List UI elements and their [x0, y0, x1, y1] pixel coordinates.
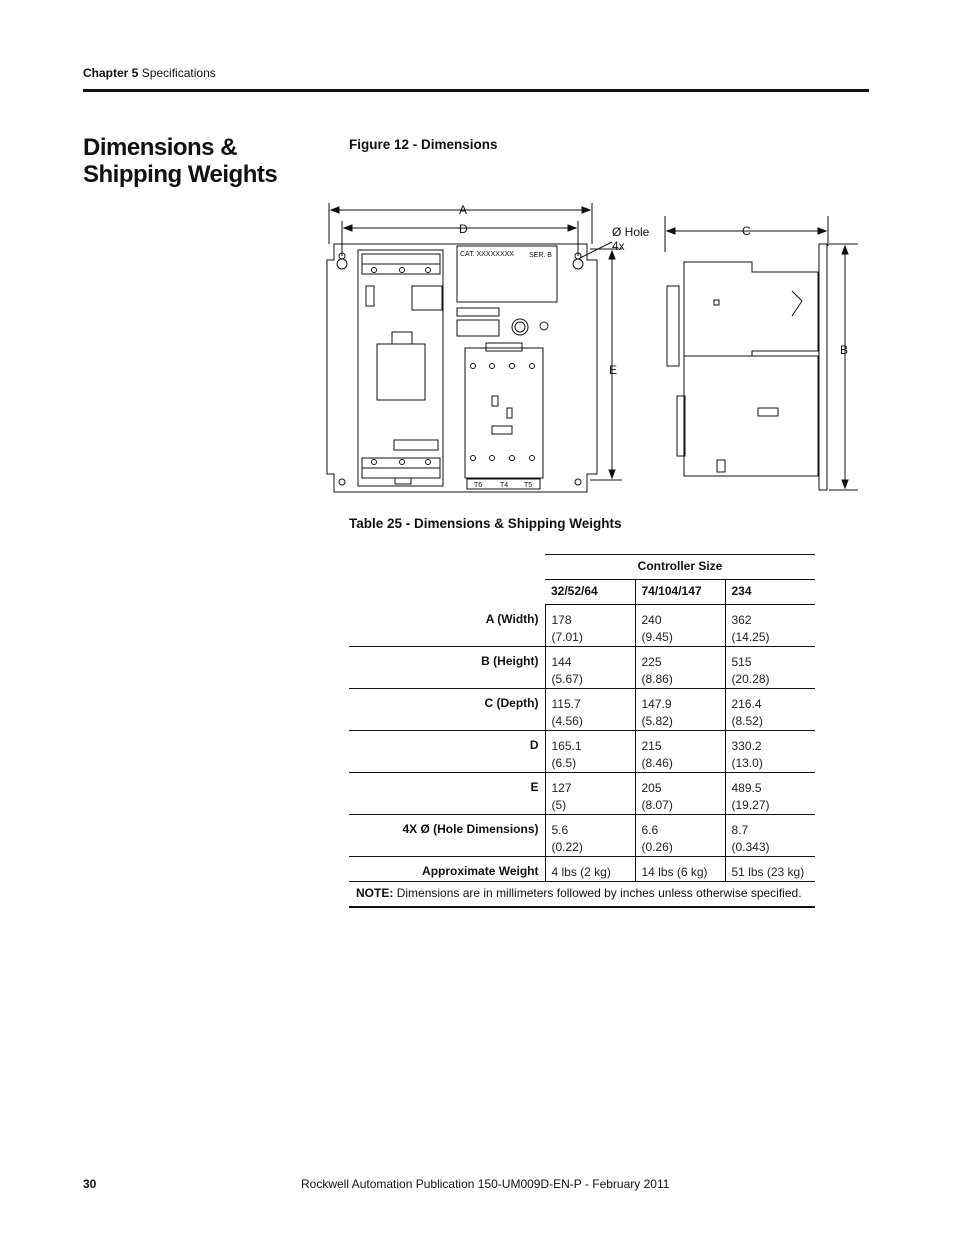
dim-label-e: E	[609, 363, 618, 377]
size-header: 234	[725, 580, 815, 605]
hole-count-label: 4x	[612, 239, 625, 253]
table-cell: 115.7 (4.56)	[545, 689, 635, 731]
figure-caption: Figure 12 - Dimensions	[349, 137, 498, 152]
dim-label-a: A	[459, 203, 468, 217]
table-corner	[349, 555, 545, 580]
dim-label-d: D	[459, 222, 468, 236]
table-cell: 147.9 (5.82)	[635, 689, 725, 731]
row-label: E	[349, 773, 545, 815]
table-cell: 165.1 (6.5)	[545, 731, 635, 773]
table-cell: 240 (9.45)	[635, 605, 725, 647]
table-cell: 4 lbs (2 kg)	[545, 857, 635, 882]
table-row	[349, 731, 815, 773]
table-note	[349, 882, 815, 908]
table-cell: 51 lbs (23 kg)	[725, 857, 815, 882]
header-rule	[83, 89, 869, 92]
dimensions-drawing	[322, 196, 867, 501]
dimensions-table	[349, 554, 815, 908]
row-label: B (Height)	[349, 647, 545, 689]
table-cell: 330.2 (13.0)	[725, 731, 815, 773]
table-cell: 6.6 (0.26)	[635, 815, 725, 857]
dim-label-c: C	[742, 224, 751, 238]
terminal-t5: T5	[524, 482, 533, 489]
terminal-t4: T4	[500, 482, 509, 489]
table-cell: 144 (5.67)	[545, 647, 635, 689]
row-label: 4X Ø (Hole Dimensions)	[349, 815, 545, 857]
controller-size-header: Controller Size	[545, 555, 815, 580]
table-cell: 5.6 (0.22)	[545, 815, 635, 857]
chapter-label: Chapter 5	[83, 66, 139, 80]
table-row	[349, 857, 815, 882]
section-title: Dimensions & Shipping Weights	[83, 134, 278, 188]
row-label: C (Depth)	[349, 689, 545, 731]
table-cell: 14 lbs (6 kg)	[635, 857, 725, 882]
page-number: 30	[83, 1177, 97, 1191]
table-cell: 178 (7.01)	[545, 605, 635, 647]
table-row	[349, 815, 815, 857]
table-cell: 8.7 (0.343)	[725, 815, 815, 857]
table-row	[349, 605, 815, 647]
table-cell: 489.5 (19.27)	[725, 773, 815, 815]
table-cell: 225 (8.86)	[635, 647, 725, 689]
table-cell: 127 (5)	[545, 773, 635, 815]
table-corner	[349, 580, 545, 605]
note-text: Dimensions are in millimeters followed by inches unless otherwise specified.	[396, 886, 802, 900]
table-cell: 216.4 (8.52)	[725, 689, 815, 731]
table-row	[349, 689, 815, 731]
table-caption: Table 25 - Dimensions & Shipping Weights	[349, 516, 622, 531]
dim-label-b: B	[840, 343, 849, 357]
table-row	[349, 773, 815, 815]
publication-info: Rockwell Automation Publication 150-UM009D-EN-P - February 2011	[301, 1177, 670, 1191]
table-row	[349, 647, 815, 689]
table-cell: 215 (8.46)	[635, 731, 725, 773]
note-label: NOTE:	[356, 886, 394, 900]
table-cell: 362 (14.25)	[725, 605, 815, 647]
nameplate-ser: SER. B	[529, 252, 552, 259]
table-note-row	[349, 882, 815, 908]
hole-label: Ø Hole	[612, 225, 650, 239]
row-label: D	[349, 731, 545, 773]
row-label: A (Width)	[349, 605, 545, 647]
table-cell: 515 (20.28)	[725, 647, 815, 689]
nameplate-cat: CAT. XXXXXXXX	[460, 251, 514, 258]
size-header: 74/104/147	[635, 580, 725, 605]
row-label: Approximate Weight	[349, 857, 545, 882]
section-label: Specifications	[141, 66, 216, 80]
table-cell: 205 (8.07)	[635, 773, 725, 815]
terminal-t6: T6	[474, 482, 483, 489]
size-header: 32/52/64	[545, 580, 635, 605]
running-header	[83, 66, 216, 80]
